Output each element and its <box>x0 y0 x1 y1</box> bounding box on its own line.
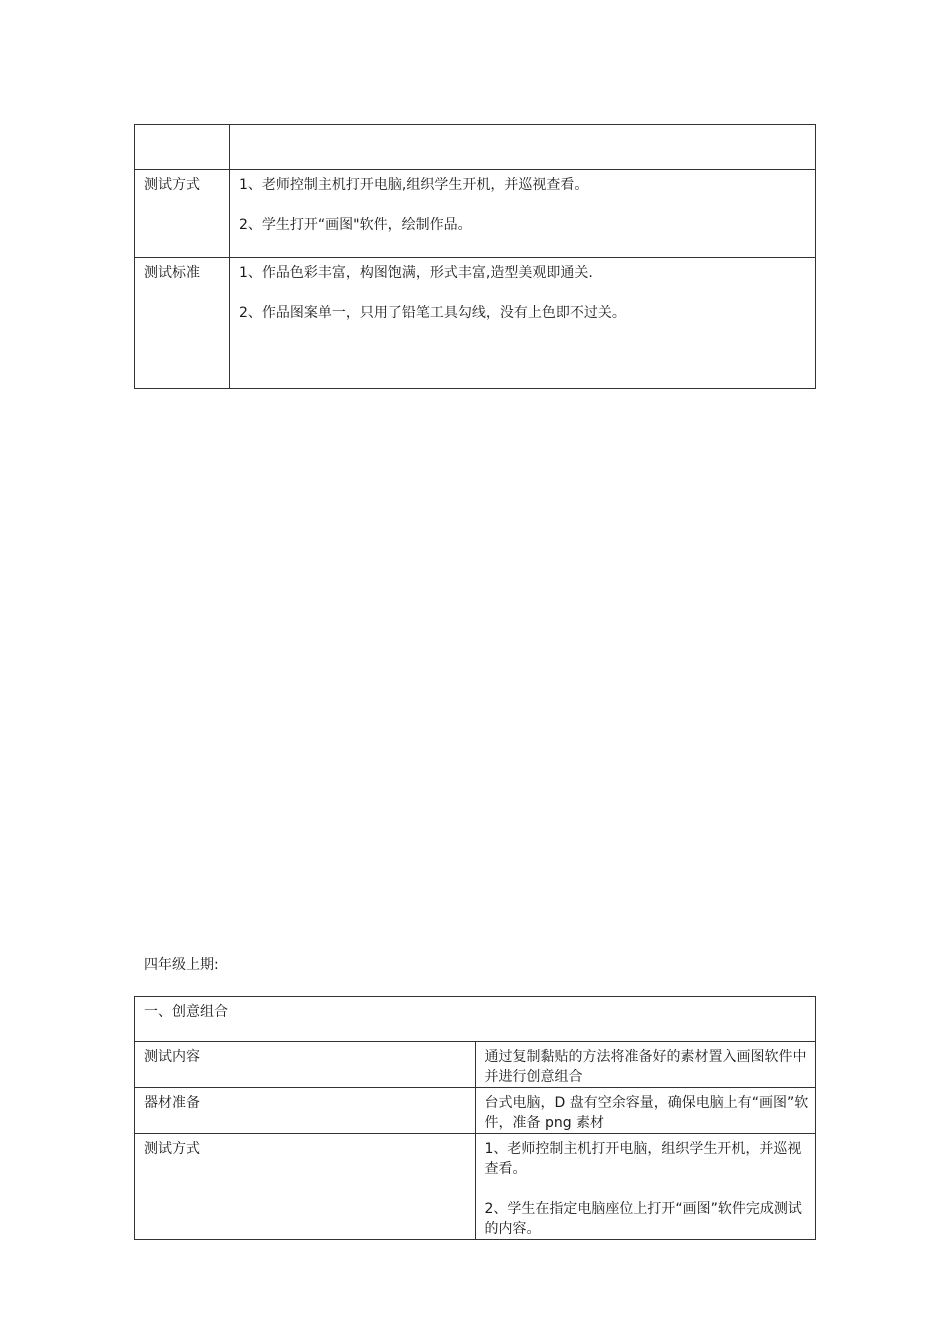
content-line: 1、老师控制主机打开电脑,组织学生开机，并巡视查看。 <box>239 177 589 193</box>
table-row <box>135 170 816 258</box>
content-line: 1、作品色彩丰富，构图饱满，形式丰富,造型美观即通关. <box>239 265 593 281</box>
row-label: 测试方式 <box>135 1134 476 1240</box>
row-label-empty <box>135 125 230 170</box>
table-row <box>135 1042 816 1088</box>
row-content <box>230 258 816 389</box>
table-row <box>135 1134 816 1240</box>
table-title-row <box>135 997 816 1042</box>
content-line: 台式电脑，D 盘有空余容量，确保电脑上有“画图”软件，准备 png 素材 <box>484 1095 809 1131</box>
content-line: 1、老师控制主机打开电脑，组织学生开机，并巡视查看。 <box>484 1141 802 1177</box>
row-label: 测试标准 <box>135 258 230 389</box>
content-line: 通过复制黏贴的方法将准备好的素材置入画图软件中并进行创意组合 <box>484 1049 807 1085</box>
row-content <box>475 1134 816 1240</box>
table-title: 一、创意组合 <box>135 997 816 1042</box>
row-label: 测试内容 <box>135 1042 476 1088</box>
row-label: 测试方式 <box>135 170 230 258</box>
content-line: 2、作品图案单一，只用了铅笔工具勾线，没有上色即不过关。 <box>239 305 626 321</box>
row-label: 器材准备 <box>135 1088 476 1134</box>
section-heading: 四年级上期: <box>144 957 219 973</box>
table-row <box>135 258 816 389</box>
row-content <box>230 170 816 258</box>
table-row <box>135 1088 816 1134</box>
test-table-top <box>134 124 816 389</box>
test-table-creative-combination <box>134 996 816 1240</box>
content-line: 2、学生在指定电脑座位上打开“画图”软件完成测试的内容。 <box>484 1201 802 1237</box>
row-content-empty <box>230 125 816 170</box>
row-content <box>475 1042 816 1088</box>
content-line: 2、学生打开“画图"软件，绘制作品。 <box>239 217 472 233</box>
row-content <box>475 1088 816 1134</box>
table-row <box>135 125 816 170</box>
